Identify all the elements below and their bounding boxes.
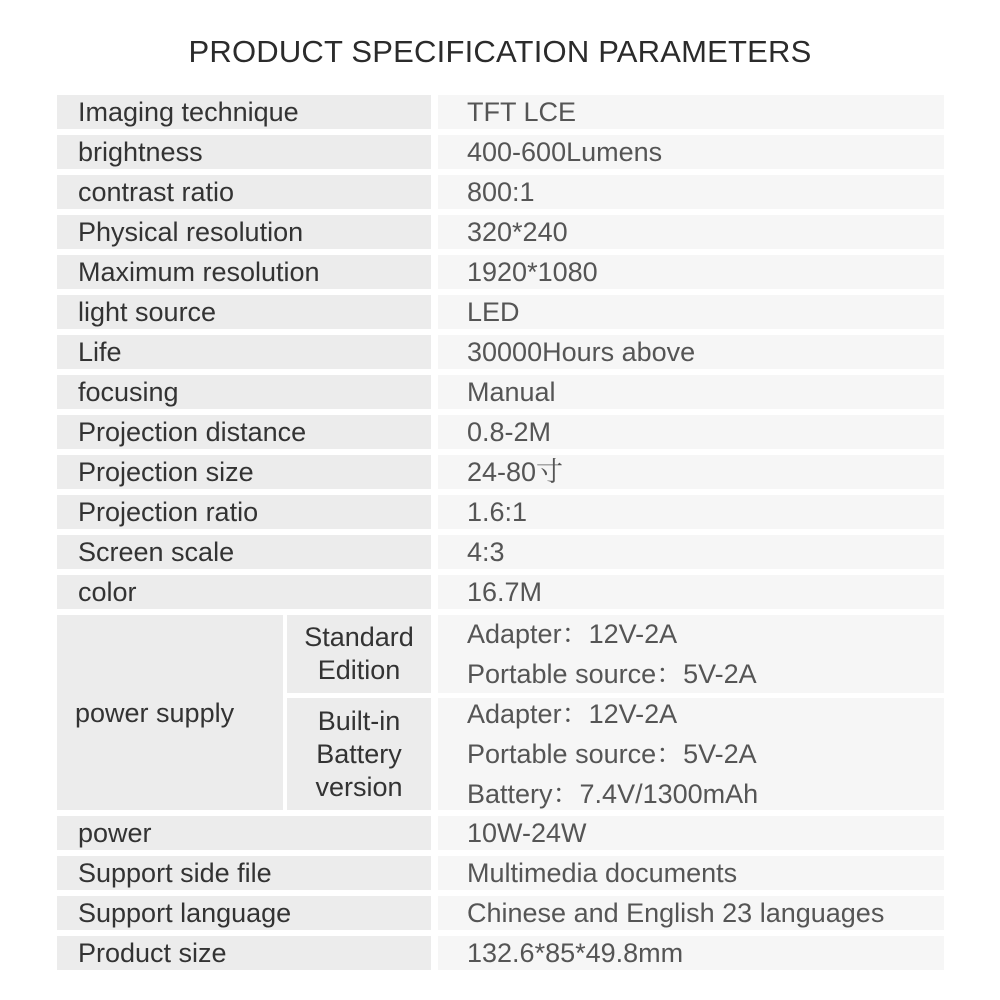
spec-label-light-source: light source <box>57 295 431 329</box>
battery-version-line-1: Built-in <box>317 705 401 736</box>
spec-value-maximum-resolution: 1920*1080 <box>438 255 944 289</box>
spec-value-projection-size: 24-80寸 <box>438 455 944 489</box>
spec-value-standard-edition <box>438 615 944 693</box>
spec-value-color: 16.7M <box>438 575 944 609</box>
battery-portable-value: Portable source：5V-2A <box>467 739 757 769</box>
spec-label-projection-size: Projection size <box>57 455 431 489</box>
page-title: PRODUCT SPECIFICATION PARAMETERS <box>188 34 812 69</box>
spec-value-support-side-file: Multimedia documents <box>438 856 944 890</box>
spec-value-battery-version <box>438 698 944 810</box>
spec-value-screen-scale: 4:3 <box>438 535 944 569</box>
spec-label-power-supply: power supply <box>57 615 283 810</box>
spec-label-power: power <box>57 816 431 850</box>
spec-label-life: Life <box>57 335 431 369</box>
spec-label-product-size: Product size <box>57 936 431 970</box>
spec-label-support-side-file: Support side file <box>57 856 431 890</box>
battery-version-line-2: Battery <box>316 738 402 769</box>
standard-edition-line-1: Standard <box>304 622 414 652</box>
battery-capacity-value: Battery：7.4V/1300mAh <box>467 779 759 809</box>
spec-value-brightness: 400-600Lumens <box>438 135 944 169</box>
spec-label-color: color <box>57 575 431 609</box>
spec-label-projection-distance: Projection distance <box>57 415 431 449</box>
spec-value-focusing: Manual <box>438 375 944 409</box>
battery-adapter-value: Adapter：12V-2A <box>467 699 678 729</box>
spec-value-imaging-technique: TFT LCE <box>438 95 944 129</box>
spec-sublabel-standard-edition <box>287 615 431 693</box>
spec-label-screen-scale: Screen scale <box>57 535 431 569</box>
spec-label-imaging-technique: Imaging technique <box>57 95 431 129</box>
battery-version-line-3: version <box>315 771 403 802</box>
spec-label-focusing: focusing <box>57 375 431 409</box>
spec-value-physical-resolution: 320*240 <box>438 215 944 249</box>
spec-value-life: 30000Hours above <box>438 335 944 369</box>
spec-label-support-language: Support language <box>57 896 431 930</box>
spec-sublabel-battery-version <box>287 698 431 810</box>
spec-label-maximum-resolution: Maximum resolution <box>57 255 431 289</box>
standard-portable-value: Portable source：5V-2A <box>467 659 757 689</box>
standard-edition-line-2: Edition <box>317 655 401 685</box>
spec-value-product-size: 132.6*85*49.8mm <box>438 936 944 970</box>
spec-label-projection-ratio: Projection ratio <box>57 495 431 529</box>
spec-value-projection-ratio: 1.6:1 <box>438 495 944 529</box>
spec-label-brightness: brightness <box>57 135 431 169</box>
spec-value-support-language: Chinese and English 23 languages <box>438 896 944 930</box>
spec-value-projection-distance: 0.8-2M <box>438 415 944 449</box>
spec-label-contrast-ratio: contrast ratio <box>57 175 431 209</box>
standard-adapter-value: Adapter：12V-2A <box>467 619 678 649</box>
spec-label-physical-resolution: Physical resolution <box>57 215 431 249</box>
spec-value-power: 10W-24W <box>438 816 944 850</box>
spec-value-light-source: LED <box>438 295 944 329</box>
spec-value-contrast-ratio: 800:1 <box>438 175 944 209</box>
